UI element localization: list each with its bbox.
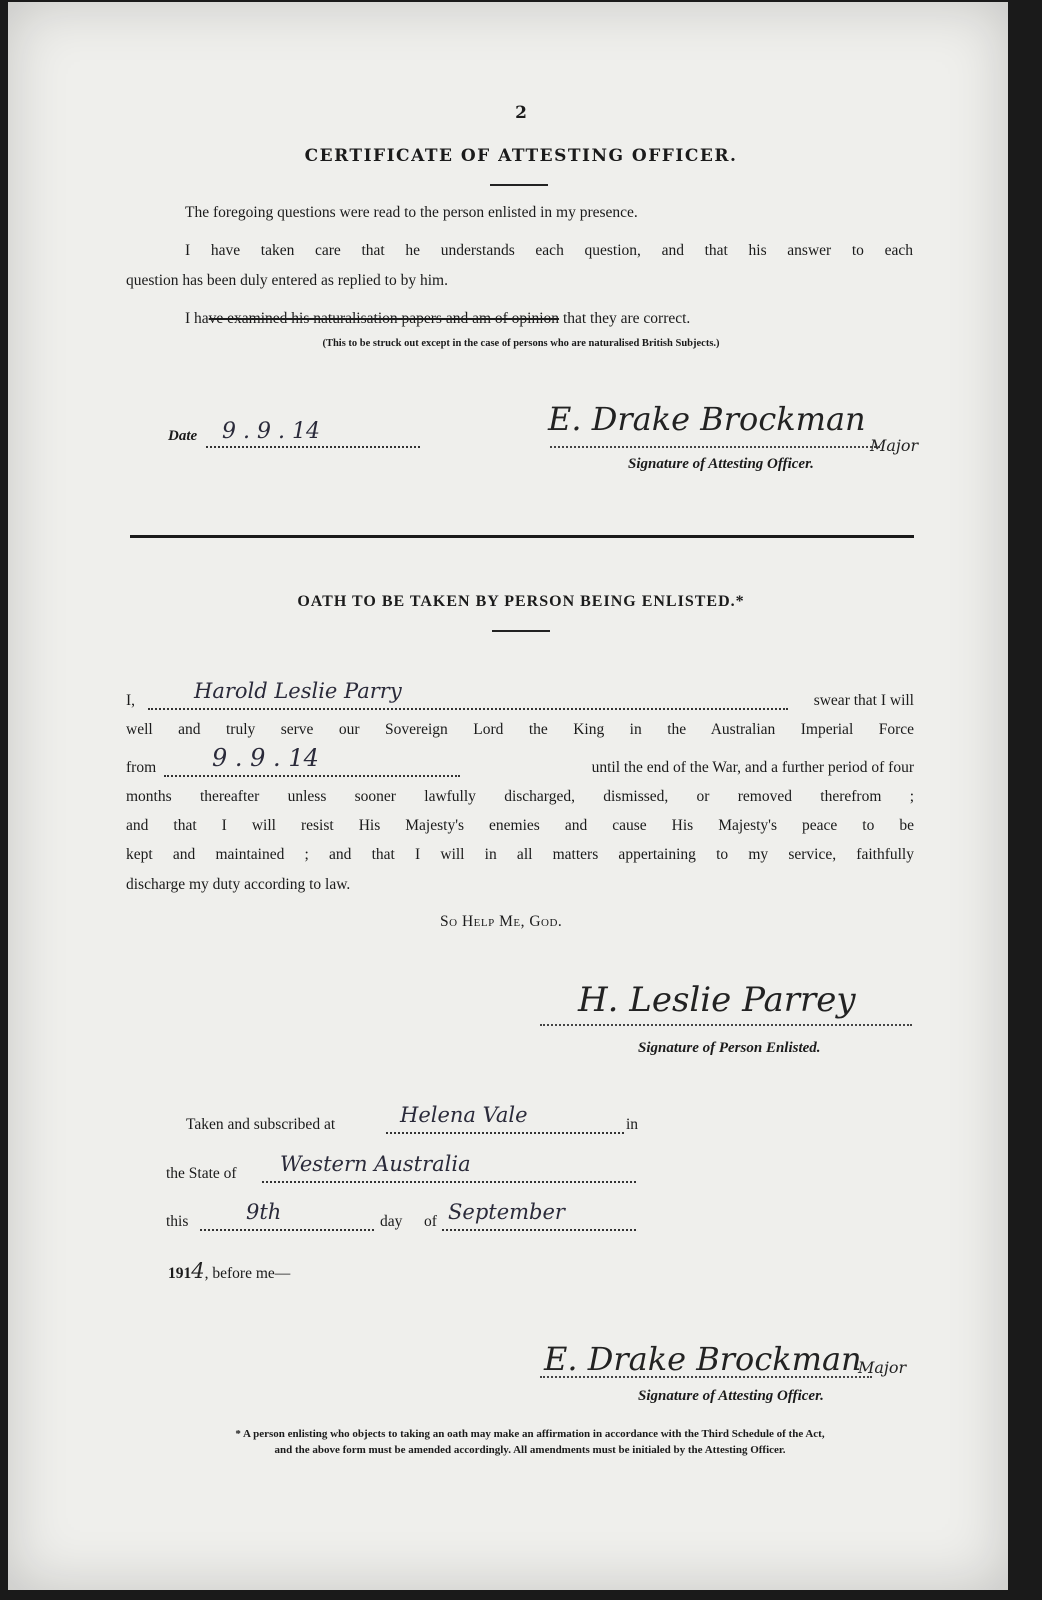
enlistee-caption: Signature of Person Enlisted.	[638, 1040, 821, 1056]
day-value: 9th	[246, 1200, 282, 1224]
place-field	[386, 1103, 624, 1134]
oath-title: OATH TO BE TAKEN BY PERSON BEING ENLISTED.*	[297, 593, 745, 610]
place-value: Helena Vale	[400, 1103, 528, 1127]
state-line	[166, 1152, 646, 1189]
taken-at-line	[186, 1103, 646, 1140]
officer-signature-line	[540, 1376, 872, 1378]
state-value: Western Australia	[280, 1152, 471, 1176]
certificate-para3	[185, 304, 885, 334]
page-number: 2	[515, 103, 527, 123]
attesting-officer-signature: E. Drake Brockman	[548, 400, 866, 438]
oath-line7: discharge my duty according to law.	[126, 876, 351, 893]
oath-line6: kept and maintained ; and that I will in all matters appertaining to my service, faithfully	[126, 846, 914, 863]
oath-line1	[126, 679, 914, 716]
attesting-officer-caption: Signature of Attesting Officer.	[628, 456, 814, 472]
oath-until: until the end of the War, and a further period of four	[591, 759, 914, 776]
oath-line3	[126, 744, 914, 783]
oath-line4: months thereafter unless sooner lawfully discharged, dismissed, or removed therefrom ;	[126, 788, 914, 805]
footnote-line1: * A person enlisting who objects to taking an oath may make an affirmation in accordance with the Third Schedule of the Act,	[235, 1428, 825, 1440]
officer-rank: Major	[858, 1358, 907, 1377]
enlistee-signature: H. Leslie Parrey	[578, 980, 856, 1020]
oath-line2: well and truly serve our Sovereign Lord the King in the Australian Imperial Force	[126, 721, 914, 738]
taken-in-label: in	[626, 1116, 639, 1133]
year-suffix: , before me—	[204, 1265, 291, 1282]
enlistee-name-field	[148, 679, 788, 710]
year-digit: 4	[191, 1259, 205, 1283]
date-field	[206, 419, 420, 448]
day-label: day	[380, 1213, 403, 1230]
month-value: September	[448, 1200, 565, 1224]
this-label: this	[166, 1213, 189, 1230]
para3-prefix: I ha	[185, 310, 209, 327]
oath-from: from	[126, 759, 157, 776]
date-line	[166, 1200, 646, 1237]
year-prefix: 191	[168, 1265, 192, 1282]
para3-struck-text: ve examined his naturalisation papers and am of opinion	[208, 310, 560, 327]
taken-at-label: Taken and subscribed at	[186, 1116, 336, 1133]
certificate-title: CERTIFICATE OF ATTESTING OFFICER.	[304, 146, 738, 166]
enlistee-name: Harold Leslie Parry	[194, 679, 402, 703]
of-label: of	[424, 1213, 437, 1230]
footnote-line2: and the above form must be amended accordingly. All amendments must be initialed by the Attesting Officer.	[274, 1444, 786, 1456]
attesting-officer-rank: Major	[870, 436, 919, 455]
officer-signature: E. Drake Brockman	[544, 1340, 862, 1378]
state-field	[262, 1152, 636, 1183]
officer-caption: Signature of Attesting Officer.	[638, 1388, 824, 1404]
certificate-para2-line1: I have taken care that he understands each question, and that his answer to each	[185, 242, 913, 259]
oath-swear: swear that I will	[813, 692, 914, 709]
certificate-para2-line2: question has been duly entered as replied to by him.	[126, 272, 448, 289]
year-line	[168, 1256, 290, 1289]
naturalisation-note: (This to be struck out except in the case of persons who are naturalised British Subjects.)	[322, 338, 720, 349]
para3-suffix: that they are correct.	[559, 310, 691, 327]
oath-i: I,	[126, 692, 136, 709]
month-field	[442, 1200, 636, 1231]
oath-closing: So Help Me, God.	[440, 913, 563, 930]
date-value: 9 . 9 . 14	[222, 419, 320, 444]
title-rule	[490, 184, 548, 186]
from-date: 9 . 9 . 14	[212, 744, 319, 772]
certificate-para1: The foregoing questions were read to the person enlisted in my presence.	[185, 204, 638, 221]
enlistee-signature-line	[540, 1024, 912, 1026]
day-field	[200, 1200, 374, 1231]
from-date-field	[164, 744, 460, 777]
signature-line	[550, 446, 880, 448]
section-divider	[130, 535, 914, 538]
state-label: the State of	[166, 1165, 237, 1182]
oath-title-rule	[492, 630, 550, 632]
oath-line5: and that I will resist His Majesty's enemies and cause His Majesty's peace to be	[126, 817, 914, 834]
date-label: Date	[168, 428, 198, 444]
